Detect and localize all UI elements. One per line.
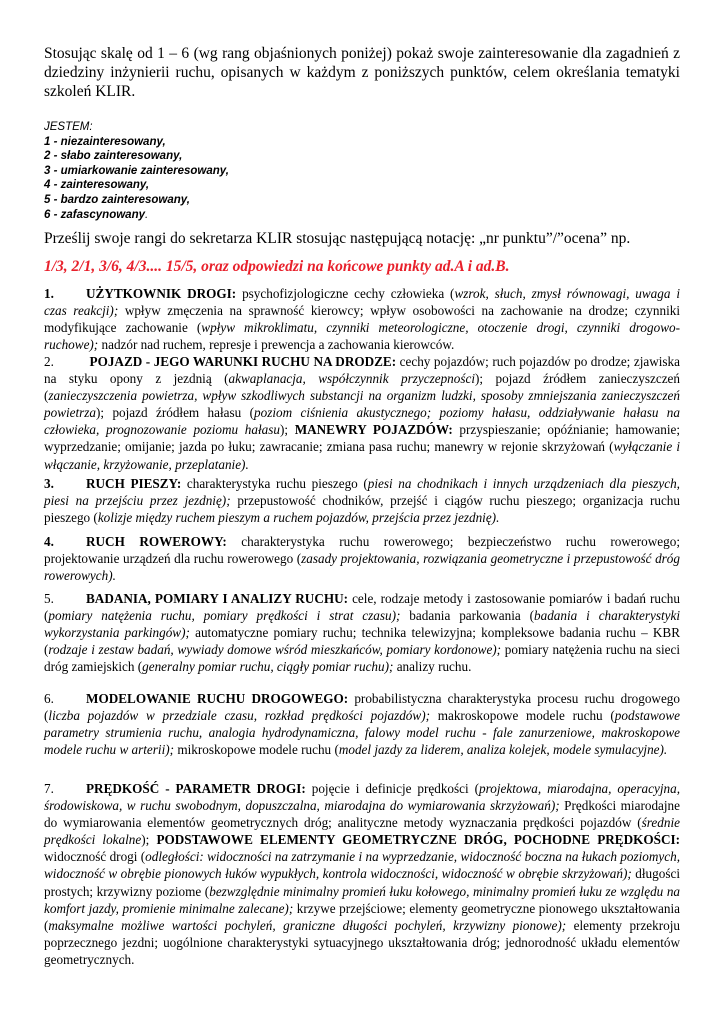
topic-number: 6. [44, 691, 54, 706]
topic-text: piesi na chodnikach i innych urządzeniach dla pieszych, piesi na przejściu przez jezdnię); [44, 476, 680, 509]
topic-text: wpływ mikroklimatu, czynniki meteorologiczne, otoczenie drogi, czynniki drogowo-ruchowe); [44, 320, 680, 353]
scale-row: 4 - zainteresowany, [44, 179, 150, 192]
topic-text: elementy przekroju poprzecznego jezdni; uogólnione charakterystyki sytuacyjnego ukształtowania dróg; jednorodność układu elementów geometrycznych. [44, 917, 680, 967]
topic-item [44, 533, 680, 584]
topic-heading: PRĘDKOŚĆ - PARAMETR DROGI: [86, 781, 306, 796]
topic-heading: UŻYTKOWNIK DROGI: [86, 286, 237, 301]
topic-text: psychofizjologiczne cechy człowieka ( [236, 286, 455, 301]
topic-text: wzrok, słuch, zmysł równowagi, uwaga i czas reakcji); [44, 286, 680, 319]
topic-item [44, 590, 680, 675]
topic-text: makroskopowe modele ruchu ( [429, 708, 615, 724]
topic-text: maksymalne możliwe wartości pochyleń, graniczne długości pochyleń, krzywizny pionowe); [48, 917, 567, 933]
topic-text: pojęcie i definicje prędkości ( [305, 781, 479, 796]
topic-text: nadzór nad ruchem, represje i prewencja a zachowania kierowców. [98, 337, 455, 353]
rating-scale [44, 120, 229, 222]
topic-text: krzywe przejściowe; elementy geometryczne pionowego ukształtowania ( [44, 900, 680, 933]
topic-text: odległości: widoczności na zatrzymanie i na wyprzedzanie, widoczność boczna na łukach poziomych, widoczność w obrębie pionowych łuków wypukłych, kontrola widoczności, widoczność w obrębie skrzyżowań); [44, 849, 680, 882]
send-instruction: Prześlij swoje rangi do sekretarza KLIR stosując następującą notację: „nr punktu”/”ocena” np. [44, 230, 631, 247]
topic-text: pomiary natężenia ruchu, pomiary prędkości i strat czasu); [48, 608, 401, 624]
topic-text: automatyczne pomiary ruchu; technika telewizyjna; kompleksowe badania ruchu – KBR ( [44, 625, 680, 658]
topic-text: zanieczyszczenia powietrza, wpływ szkodliwych substancji na organizm ludzki, sposoby zmniejszania zanieczyszczeń powietrza [44, 388, 680, 421]
topic-text: liczba pojazdów w przedziale czasu, rozkład prędkości pojazdów); [48, 708, 430, 724]
topic-text: przyspieszanie; opóźnianie; hamowanie; wyprzedzanie; omijanie; jazda po łuku; zawracanie; zmiana pasa ruchu; manewry w rejonie skrzyżowań ( [44, 422, 680, 455]
scale-row: 5 - bardzo zainteresowany, [44, 193, 190, 206]
topic-text: zasady projektowania, rozwiązania geometryczne i przepustowość dróg rowerowych). [44, 551, 680, 584]
topic-text: probabilistyczna charakterystyka procesu ruchu drogowego ( [44, 691, 680, 724]
topic-number: 7. [44, 781, 54, 796]
topic-text: widoczność drogi ( [44, 849, 146, 865]
topic-text: ); [279, 422, 295, 438]
topic-number: 3. [44, 476, 54, 491]
topic-text: ); pojazd źródłem zanieczyszczeń ( [44, 371, 680, 404]
topic-text: mikroskopowe modele ruchu ( [174, 742, 339, 758]
topic-text: poziom ciśnienia akustycznego; poziomy hałasu, oddziaływanie hałasu na człowieka, prognozowanie poziomu hałasu [44, 405, 680, 438]
topic-text: akwaplanacja, współczynnik przyczepności [228, 371, 475, 387]
topic-number: 2. [44, 354, 54, 369]
topic-item [44, 285, 680, 353]
topic-text: ); [141, 832, 157, 848]
topic-text: charakterystyka ruchu pieszego ( [181, 476, 368, 491]
topic-heading: RUCH ROWEROWY: [86, 534, 227, 549]
topic-text: średnie prędkości lokalne [44, 815, 680, 848]
topic-text: rodzaje i zestaw badań, wywiady domowe wśród mieszkańców, pomiary kordonowe); [48, 642, 502, 658]
topic-item [44, 780, 680, 968]
topic-number: 4. [44, 534, 54, 549]
topic-number: 1. [44, 286, 54, 301]
topic-heading: RUCH PIESZY: [86, 476, 182, 491]
topic-text: model jazdy za liderem, analiza kolejek, modele symulacyjne). [338, 742, 668, 758]
topic-text: pomiary natężenia ruchu na sieci dróg zamiejskich ( [44, 642, 680, 675]
notation-example: 1/3, 2/1, 3/6, 4/3.... 15/5, oraz odpowiedzi na końcowe punkty ad.A i ad.B. [44, 258, 510, 275]
topic-item [44, 690, 680, 758]
topic-item [44, 353, 680, 473]
topic-text: wpływ zmęczenia na sprawność kierowcy; wpływ osobowości na zachowanie na drodze; czynniki modyfikujące zachowanie ( [44, 303, 680, 336]
intro-paragraph: Stosując skalę od 1 – 6 (wg rang objaśnionych poniżej) pokaż swoje zainteresowanie dla zagadnień z dziedziny inżynierii ruchu, opisanych w każdym z poniższych punktów, celem określania tematyki szkoleń KLIR. [44, 45, 680, 100]
topic-text: generalny pomiar ruchu, ciągły pomiar ruchu); [142, 659, 394, 675]
topic-text: podstawowe parametry strumienia ruchu, analogia hydrodynamiczna, falowy model ruchu - fale zanurzeniowe, makroskopowe modele ruchu w arterii); [44, 708, 680, 758]
scale-row: 3 - umiarkowanie zainteresowany, [44, 164, 229, 177]
topic-text: projektowa, miarodajna, operacyjna, środowiskowa, w ruchu swobodnym, dopuszczalna, miarodajna do wymiarowania skrzyżowań); [44, 781, 680, 814]
scale-heading: JESTEM: [44, 121, 93, 133]
topic-text: cele, rodzaje metody i zastosowanie pomiarów i badań ruchu ( [44, 591, 680, 624]
topic-item [44, 475, 680, 526]
topic-text: długości prostych; krzywizny poziome ( [44, 866, 680, 899]
scale-row-last [44, 208, 229, 223]
topic-text: wyłączanie i włączanie, krzyżowanie, przeplatanie). [44, 439, 680, 472]
topic-heading: PODSTAWOWE ELEMENTY GEOMETRYCZNE DRÓG, POCHODNE PRĘDKOŚCI: [156, 832, 681, 848]
topic-heading: BADANIA, POMIARY I ANALIZY RUCHU: [86, 591, 349, 606]
topic-text: badania parkowania ( [400, 608, 535, 624]
topic-heading: MANEWRY POJAZDÓW: [294, 422, 453, 438]
topic-text: przepustowość chodników, przejść i ciągów ruchu pieszego; organizacja ruchu pieszego ( [44, 493, 680, 526]
topic-text: Prędkości miarodajne do wymiarowania elementów geometrycznych dróg; analityczne metody wyznaczania prędkości pojazdów ( [44, 798, 680, 831]
scale-row: 6 - zafascynowany [44, 208, 145, 221]
scale-row: 1 - niezainteresowany, [44, 135, 166, 148]
topic-text: badania i charakterystyki wykorzystania parkingów); [44, 608, 680, 641]
topic-text: analizy ruchu. [393, 659, 472, 675]
topic-text: charakterystyka ruchu rowerowego; bezpieczeństwo ruchu rowerowego; projektowanie urządzeń dla ruchu rowerowego ( [44, 534, 680, 567]
topic-text: kolizje między ruchem pieszym a ruchem pojazdów, przejścia przez jezdnię). [97, 510, 500, 526]
scale-row: 2 - słabo zainteresowany, [44, 150, 183, 163]
topic-text: cechy pojazdów; ruch pojazdów po drodze; zjawiska na styku opony z jezdnią ( [44, 354, 680, 387]
topic-number: 5. [44, 591, 54, 606]
topic-text: ); pojazd źródłem hałasu ( [96, 405, 255, 421]
topic-heading: MODELOWANIE RUCHU DROGOWEGO: [86, 691, 349, 706]
topic-heading: POJAZD - JEGO WARUNKI RUCHU NA DRODZE: [86, 354, 397, 369]
topic-text: bezwzględnie minimalny promień łuku kołowego, minimalny promień łuku ze względu na komfort jazdy, promienie minimalne zalecane); [44, 883, 681, 916]
scale-final-dot: . [144, 208, 149, 221]
